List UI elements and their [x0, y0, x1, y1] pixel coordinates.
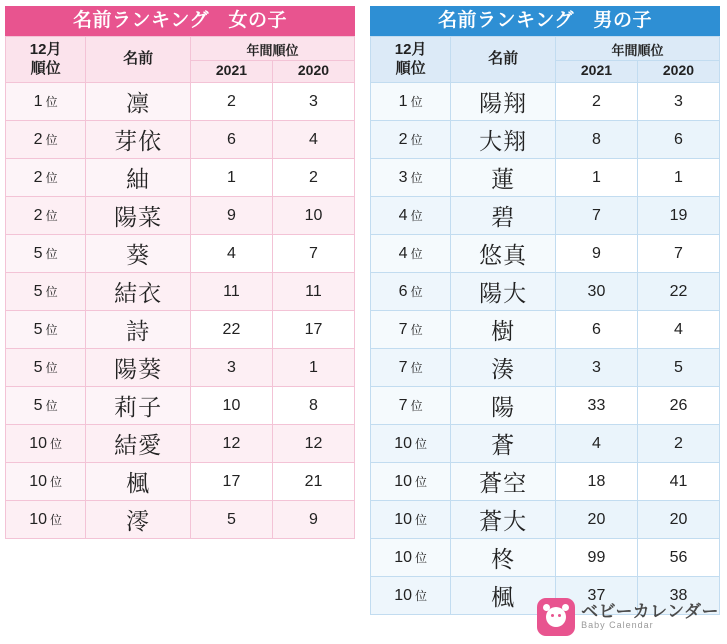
cell-name: 大翔 [451, 121, 556, 159]
cell-2021: 99 [555, 539, 637, 577]
cell-rank: 5 位 [6, 311, 86, 349]
table-body-boys [371, 83, 720, 615]
cell-name: 陽翔 [451, 83, 556, 121]
cell-2021: 5 [190, 501, 272, 539]
table-row [371, 197, 720, 235]
cell-2020: 38 [637, 577, 719, 615]
cell-name: 莉子 [86, 387, 191, 425]
cell-2020: 2 [272, 159, 354, 197]
cell-2021: 2 [190, 83, 272, 121]
cell-rank: 2 位 [6, 121, 86, 159]
cell-2021: 6 [555, 311, 637, 349]
header-year-2021: 2021 [555, 61, 637, 83]
cell-2020: 22 [637, 273, 719, 311]
header-rank-line2: 順位 [30, 59, 61, 77]
ranking-table-girls [5, 36, 355, 539]
baby-eye-right [558, 614, 561, 617]
cell-rank: 10 位 [371, 425, 451, 463]
baby-eye-left [551, 614, 554, 617]
table-header-row [6, 37, 355, 61]
table-row [371, 235, 720, 273]
cell-2020: 11 [272, 273, 354, 311]
cell-rank: 5 位 [6, 349, 86, 387]
cell-2020: 3 [637, 83, 719, 121]
table-row [371, 159, 720, 197]
cell-2021: 20 [555, 501, 637, 539]
cell-2021: 9 [190, 197, 272, 235]
cell-2020: 5 [637, 349, 719, 387]
cell-2021: 3 [555, 349, 637, 387]
table-row [371, 501, 720, 539]
table-row [6, 235, 355, 273]
table-row [6, 121, 355, 159]
header-rank [371, 37, 451, 83]
cell-2020: 2 [637, 425, 719, 463]
header-year-group: 年間順位 [190, 37, 354, 61]
cell-2020: 21 [272, 463, 354, 501]
cell-2020: 8 [272, 387, 354, 425]
table-row [371, 425, 720, 463]
table-row [371, 311, 720, 349]
cell-rank: 6 位 [371, 273, 451, 311]
header-year-2020: 2020 [637, 61, 719, 83]
cell-rank: 5 位 [6, 235, 86, 273]
cell-rank: 10 位 [6, 463, 86, 501]
ranking-table-boys [370, 36, 720, 615]
cell-name: 結衣 [86, 273, 191, 311]
cell-2021: 18 [555, 463, 637, 501]
baby-head-shape [546, 607, 566, 627]
cell-2020: 1 [637, 159, 719, 197]
cell-name: 陽大 [451, 273, 556, 311]
table-row [6, 425, 355, 463]
table-row [6, 501, 355, 539]
cell-2021: 11 [190, 273, 272, 311]
header-rank-line1: 12月 [394, 40, 427, 58]
table-row [371, 539, 720, 577]
table-row [6, 387, 355, 425]
cell-2021: 22 [190, 311, 272, 349]
cell-2021: 8 [555, 121, 637, 159]
header-year-group: 年間順位 [555, 37, 719, 61]
cell-rank: 10 位 [371, 463, 451, 501]
header-rank [6, 37, 86, 83]
cell-2021: 1 [190, 159, 272, 197]
brand-logo [537, 596, 719, 638]
cell-rank: 2 位 [6, 197, 86, 235]
cell-2021: 10 [190, 387, 272, 425]
cell-name: 澪 [86, 501, 191, 539]
cell-name: 蒼大 [451, 501, 556, 539]
cell-2021: 2 [555, 83, 637, 121]
cell-2020: 19 [637, 197, 719, 235]
cell-2021: 3 [190, 349, 272, 387]
cell-name: 陽菜 [86, 197, 191, 235]
panel-boys [370, 6, 720, 615]
table-row [6, 311, 355, 349]
header-year-2021: 2021 [190, 61, 272, 83]
cell-2021: 37 [555, 577, 637, 615]
cell-2021: 6 [190, 121, 272, 159]
cell-name: 蒼空 [451, 463, 556, 501]
cell-2020: 7 [637, 235, 719, 273]
cell-2020: 20 [637, 501, 719, 539]
panel-girls [5, 6, 355, 539]
cell-rank: 4 位 [371, 235, 451, 273]
cell-2021: 17 [190, 463, 272, 501]
panel-title-girls: 名前ランキング 女の子 [5, 6, 355, 36]
cell-2020: 3 [272, 83, 354, 121]
cell-2020: 26 [637, 387, 719, 425]
cell-rank: 5 位 [6, 387, 86, 425]
cell-name: 楓 [86, 463, 191, 501]
cell-name: 詩 [86, 311, 191, 349]
cell-rank: 1 位 [6, 83, 86, 121]
brand-name-jp: ベビーカレンダー [581, 602, 719, 622]
cell-2020: 9 [272, 501, 354, 539]
cell-rank: 10 位 [371, 577, 451, 615]
header-rank-line1: 12月 [29, 40, 62, 58]
cell-name: 芽依 [86, 121, 191, 159]
cell-2020: 1 [272, 349, 354, 387]
table-header-row [371, 37, 720, 61]
panel-title-boys: 名前ランキング 男の子 [370, 6, 720, 36]
cell-name: 湊 [451, 349, 556, 387]
cell-name: 陽葵 [86, 349, 191, 387]
cell-name: 樹 [451, 311, 556, 349]
cell-name: 柊 [451, 539, 556, 577]
cell-2020: 10 [272, 197, 354, 235]
cell-rank: 2 位 [371, 121, 451, 159]
brand-name-en: Baby Calendar [581, 620, 654, 631]
cell-rank: 5 位 [6, 273, 86, 311]
header-name: 名前 [451, 37, 556, 83]
cell-2021: 12 [190, 425, 272, 463]
cell-rank: 3 位 [371, 159, 451, 197]
cell-name: 楓 [451, 577, 556, 615]
cell-name: 紬 [86, 159, 191, 197]
table-body-girls [6, 83, 355, 539]
cell-2021: 4 [555, 425, 637, 463]
cell-rank: 1 位 [371, 83, 451, 121]
header-rank-line2: 順位 [395, 59, 426, 77]
cell-rank: 2 位 [6, 159, 86, 197]
table-row [6, 197, 355, 235]
cell-2021: 9 [555, 235, 637, 273]
cell-name: 碧 [451, 197, 556, 235]
cell-2021: 33 [555, 387, 637, 425]
cell-2020: 56 [637, 539, 719, 577]
header-year-2020: 2020 [272, 61, 354, 83]
cell-rank: 10 位 [6, 501, 86, 539]
table-row [371, 387, 720, 425]
cell-name: 結愛 [86, 425, 191, 463]
table-row [6, 83, 355, 121]
cell-2020: 4 [272, 121, 354, 159]
cell-name: 凛 [86, 83, 191, 121]
cell-name: 蓮 [451, 159, 556, 197]
header-name: 名前 [86, 37, 191, 83]
table-row [371, 121, 720, 159]
table-row [6, 159, 355, 197]
cell-2020: 17 [272, 311, 354, 349]
cell-rank: 10 位 [371, 539, 451, 577]
table-row [6, 349, 355, 387]
cell-2020: 7 [272, 235, 354, 273]
cell-2020: 4 [637, 311, 719, 349]
cell-2021: 7 [555, 197, 637, 235]
cell-name: 葵 [86, 235, 191, 273]
cell-name: 陽 [451, 387, 556, 425]
table-row [371, 273, 720, 311]
cell-2020: 12 [272, 425, 354, 463]
cell-rank: 7 位 [371, 387, 451, 425]
cell-2020: 41 [637, 463, 719, 501]
cell-name: 悠真 [451, 235, 556, 273]
cell-rank: 7 位 [371, 349, 451, 387]
cell-2021: 4 [190, 235, 272, 273]
cell-rank: 10 位 [6, 425, 86, 463]
baby-face-icon [537, 598, 575, 636]
table-row [6, 463, 355, 501]
cell-2021: 30 [555, 273, 637, 311]
cell-rank: 10 位 [371, 501, 451, 539]
table-row [371, 349, 720, 387]
cell-2021: 1 [555, 159, 637, 197]
cell-2020: 6 [637, 121, 719, 159]
table-row [371, 463, 720, 501]
brand-logo-text [581, 603, 719, 630]
table-row [371, 83, 720, 121]
cell-rank: 7 位 [371, 311, 451, 349]
cell-rank: 4 位 [371, 197, 451, 235]
cell-name: 蒼 [451, 425, 556, 463]
table-row [6, 273, 355, 311]
